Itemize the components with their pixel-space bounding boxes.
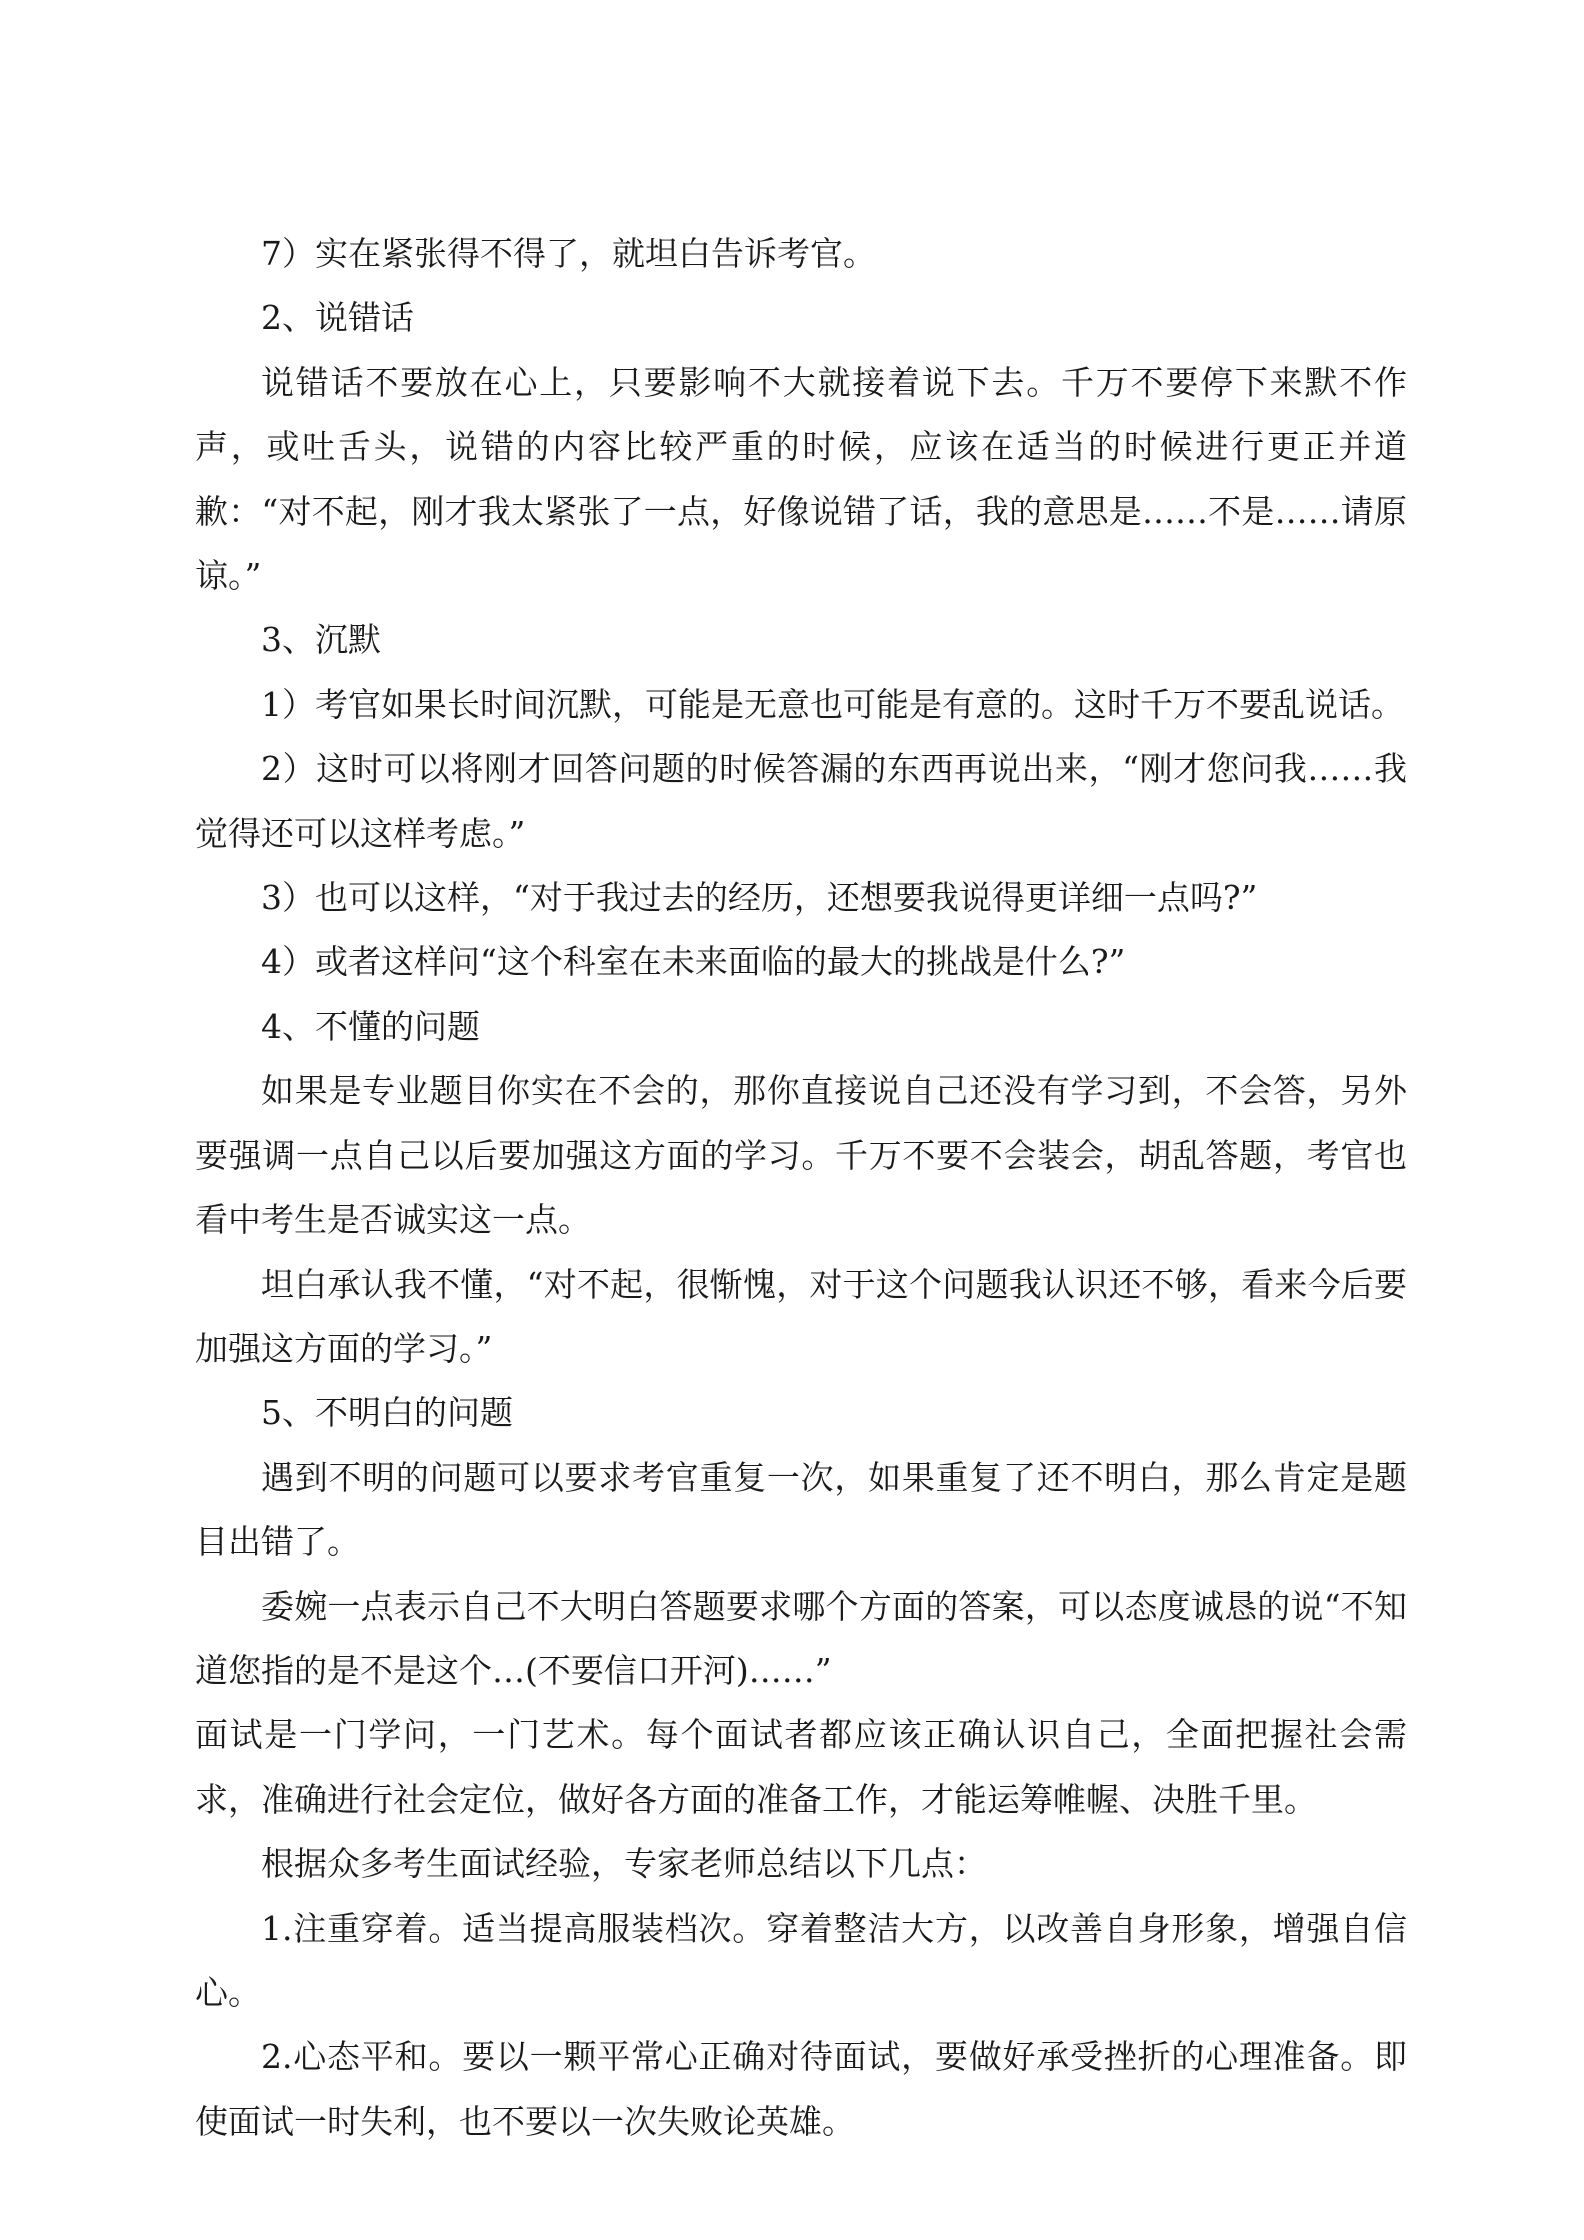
- list-item: 2）这时可以将刚才回答问题的时候答漏的东西再说出来，“刚才您问我……我觉得还可以这样考虑。”: [195, 749, 1407, 853]
- list-item: 1.注重穿着。适当提高服装档次。穿着整洁大方，以改善自身形象，增强自信心。: [195, 1908, 1407, 2012]
- list-item: 1）考官如果长时间沉默，可能是无意也可能是有意的。这时千万不要乱说话。: [261, 684, 1404, 724]
- section-heading: 3、沉默: [261, 620, 381, 660]
- list-item: 4）或者这样问“这个科室在未来面临的最大的挑战是什么?”: [261, 942, 1126, 982]
- section-heading: 2、说错话: [261, 298, 414, 338]
- section-heading: 5、不明白的问题: [261, 1393, 513, 1433]
- list-item: 2.心态平和。要以一颗平常心正确对待面试，要做好承受挫折的心理准备。即使面试一时失利，也不要以一次失败论英雄。: [195, 2037, 1407, 2141]
- paragraph: 委婉一点表示自己不大明白答题要求哪个方面的答案，可以态度诚恳的说“不知道您指的是不是这个…(不要信口开河)……”: [195, 1586, 1407, 1690]
- paragraph: 如果是专业题目你实在不会的，那你直接说自己还没有学习到，不会答，另外要强调一点自己以后要加强这方面的学习。千万不要不会装会，胡乱答题，考官也看中考生是否诚实这一点。: [195, 1071, 1407, 1240]
- paragraph: 遇到不明的问题可以要求考官重复一次，如果重复了还不明白，那么肯定是题目出错了。: [195, 1457, 1407, 1562]
- paragraph: 根据众多考生面试经验，专家老师总结以下几点：: [261, 1844, 987, 1884]
- list-item: 7）实在紧张得不得了，就坦白告诉考官。: [261, 234, 876, 273]
- paragraph: 坦白承认我不懂，“对不起，很惭愧，对于这个问题我认识还不够，看来今后要加强这方面的学习。”: [195, 1264, 1407, 1368]
- paragraph: 说错话不要放在心上，只要影响不大就接着说下去。千万不要停下来默不作声，或吐舌头，说错的内容比较严重的时候，应该在适当的时候进行更正并道歉：“对不起，刚才我太紧张了一点，好像说错了话，我的意思是……不是……请原谅。”: [195, 362, 1407, 596]
- section-heading: 4、不懂的问题: [261, 1006, 480, 1046]
- document-page: [195, 222, 1407, 2154]
- paragraph: 面试是一门学问，一门艺术。每个面试者都应该正确认识自己，全面把握社会需求，准确进行社会定位，做好各方面的准备工作，才能运筹帷幄、决胜千里。: [195, 1715, 1407, 1819]
- list-item: 3）也可以这样，“对于我过去的经历，还想要我说得更详细一点吗?”: [261, 878, 1258, 918]
